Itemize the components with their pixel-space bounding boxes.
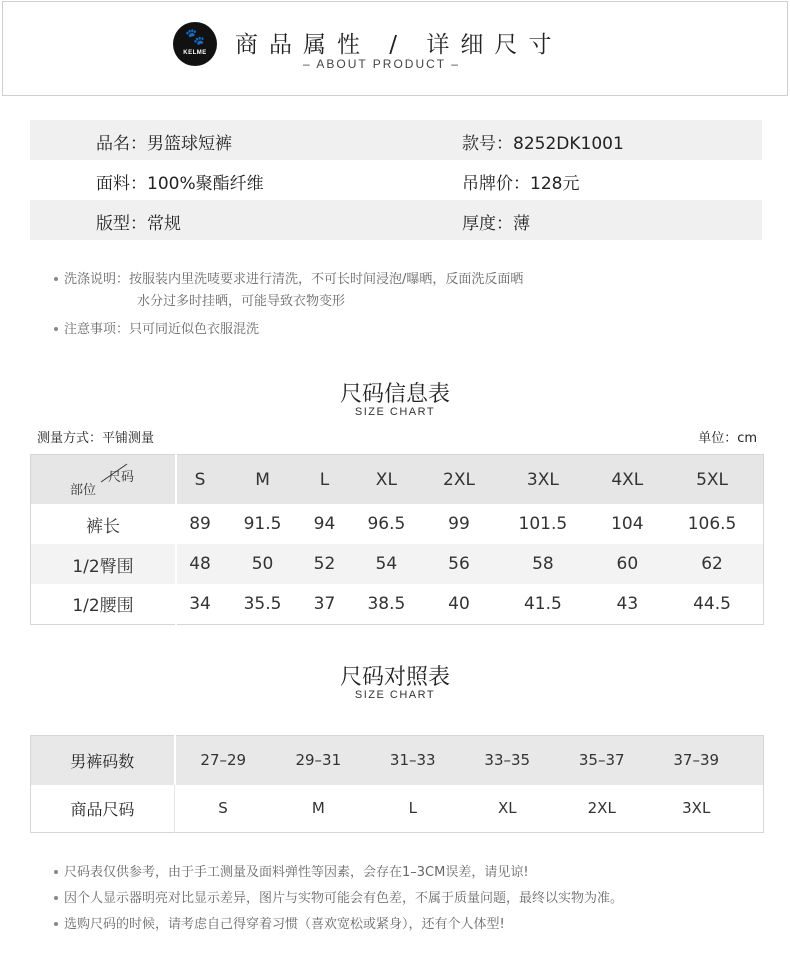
table-cell: XL	[460, 785, 554, 833]
table-cell: 44.5	[693, 593, 731, 614]
row-label: 商品尺码	[31, 785, 175, 833]
spacer-cell	[744, 785, 764, 833]
size-header: L	[302, 455, 347, 505]
row-label: 1/2臀围	[31, 544, 177, 584]
table-cell: 62	[661, 544, 763, 584]
notice-label: 注意事项：	[64, 322, 130, 337]
attribute-name: 品名：男篮球短裤	[96, 134, 232, 154]
size-compare-table	[30, 735, 764, 833]
size-header: S	[176, 455, 223, 505]
table-cell: 29–31	[271, 736, 365, 785]
header-banner	[2, 1, 788, 96]
size-chart-subtitle: SIZE CHART	[354, 406, 436, 418]
table-cell: 94	[313, 514, 336, 534]
corner-cell	[31, 455, 177, 505]
table-cell: 56	[426, 544, 492, 584]
spacer-cell	[744, 736, 764, 785]
attribute-fit: 版型：常规	[96, 214, 181, 234]
table-cell: 89	[189, 514, 211, 534]
size-header: 3XL	[492, 455, 593, 505]
size-header: M	[223, 455, 302, 505]
table-row	[31, 504, 764, 544]
footnote-item	[54, 912, 623, 938]
table-cell: 27–29	[175, 736, 272, 785]
size-header: 5XL	[661, 455, 763, 505]
table-cell: 31–33	[366, 736, 460, 785]
table-cell: 54	[347, 544, 426, 584]
attribute-style-number: 款号：8252DK1001	[462, 134, 624, 154]
product-attributes	[30, 120, 762, 240]
footnotes	[54, 860, 623, 938]
measure-method: 测量方式：平铺测量	[37, 431, 155, 446]
table-cell: 35–37	[555, 736, 649, 785]
row-label: 1/2腰围	[31, 584, 177, 624]
attribute-price: 吊牌价：128元	[462, 174, 580, 194]
notice-text: 只可同近似色衣服混洗	[129, 322, 260, 337]
corner-part-label: 部位	[70, 483, 97, 498]
wash-label: 洗涤说明：	[64, 272, 130, 287]
footnote-text: 因个人显示器明亮对比显示差异，图片与实物可能会有色差，不属于质量问题，最终以实物为准。	[64, 891, 624, 906]
unit-label: 单位：cm	[698, 431, 757, 446]
table-cell: 60	[594, 544, 662, 584]
table-cell: 35.5	[243, 593, 282, 614]
table-cell: 3XL	[649, 785, 744, 833]
bullet-icon	[54, 277, 58, 281]
compare-chart-subtitle: SIZE CHART	[354, 689, 436, 701]
table-header-row	[31, 736, 764, 785]
table-cell: 96.5	[367, 514, 406, 534]
notice	[54, 319, 259, 341]
table-row	[31, 584, 764, 624]
attribute-thickness: 厚度：薄	[462, 214, 530, 234]
table-cell: 43	[616, 593, 639, 614]
bullet-icon	[54, 922, 58, 926]
table-cell: 50	[223, 544, 302, 584]
compare-chart-title: 尺码对照表	[339, 665, 450, 690]
table-cell: 37–39	[649, 736, 744, 785]
wash-line-2: 水分过多时挂晒，可能导致衣物变形	[137, 294, 346, 309]
size-header: 4XL	[594, 455, 662, 505]
row-label: 裤长	[31, 504, 177, 544]
table-cell: 91.5	[243, 514, 282, 534]
footnote-item	[54, 886, 623, 912]
size-chart-title: 尺码信息表	[339, 382, 450, 407]
brand-logo-text: KELME	[183, 50, 207, 56]
brand-logo	[173, 22, 217, 66]
header-subtitle: – ABOUT PRODUCT –	[303, 57, 460, 71]
table-cell: 38.5	[367, 593, 406, 614]
footnote-text: 选购尺码的时候，请考虑自己得穿着习惯（喜欢宽松或紧身），还有个人体型!	[64, 917, 505, 932]
footnote-item	[54, 860, 623, 886]
corner-size-label: 尺码	[108, 470, 135, 485]
table-cell: 33–35	[460, 736, 554, 785]
row-label: 男裤码数	[31, 736, 175, 785]
attribute-row	[30, 160, 762, 200]
size-header: XL	[347, 455, 426, 505]
table-cell: 106.5	[687, 514, 737, 534]
table-cell: S	[175, 785, 272, 833]
table-cell: 41.5	[523, 593, 562, 614]
table-cell: 101.5	[518, 514, 568, 534]
bullet-icon	[54, 870, 58, 874]
table-row	[31, 544, 764, 584]
paw-icon: 🐾	[185, 27, 205, 46]
table-cell: 52	[302, 544, 347, 584]
table-cell: 37	[313, 593, 336, 614]
table-row	[31, 785, 764, 833]
footnote-text: 尺码表仅供参考，由于手工测量及面料弹性等因素，会存在1–3CM误差，请见谅!	[64, 865, 529, 880]
table-cell: 104	[611, 514, 644, 534]
table-cell: 34	[189, 593, 211, 614]
bullet-icon	[54, 327, 58, 331]
wash-instructions	[54, 269, 523, 313]
attribute-fabric: 面料：100%聚酯纤维	[96, 174, 264, 194]
table-cell: L	[366, 785, 460, 833]
table-cell: 40	[448, 593, 470, 614]
table-cell: 58	[492, 544, 593, 584]
size-header: 2XL	[426, 455, 492, 505]
size-info-table	[30, 454, 764, 625]
table-header-row	[31, 455, 764, 505]
bullet-icon	[54, 896, 58, 900]
table-cell: 2XL	[555, 785, 649, 833]
attribute-row	[30, 120, 762, 160]
attribute-row	[30, 200, 762, 240]
diagonal-divider	[31, 455, 175, 504]
table-cell: M	[271, 785, 365, 833]
header-title: 商品属性 / 详细尺寸	[235, 32, 563, 58]
table-cell: 48	[176, 544, 223, 584]
wash-line-1: 按服装内里洗唛要求进行清洗，不可长时间浸泡/曝晒，反面洗反面晒	[129, 272, 524, 287]
table-cell: 99	[448, 514, 470, 534]
